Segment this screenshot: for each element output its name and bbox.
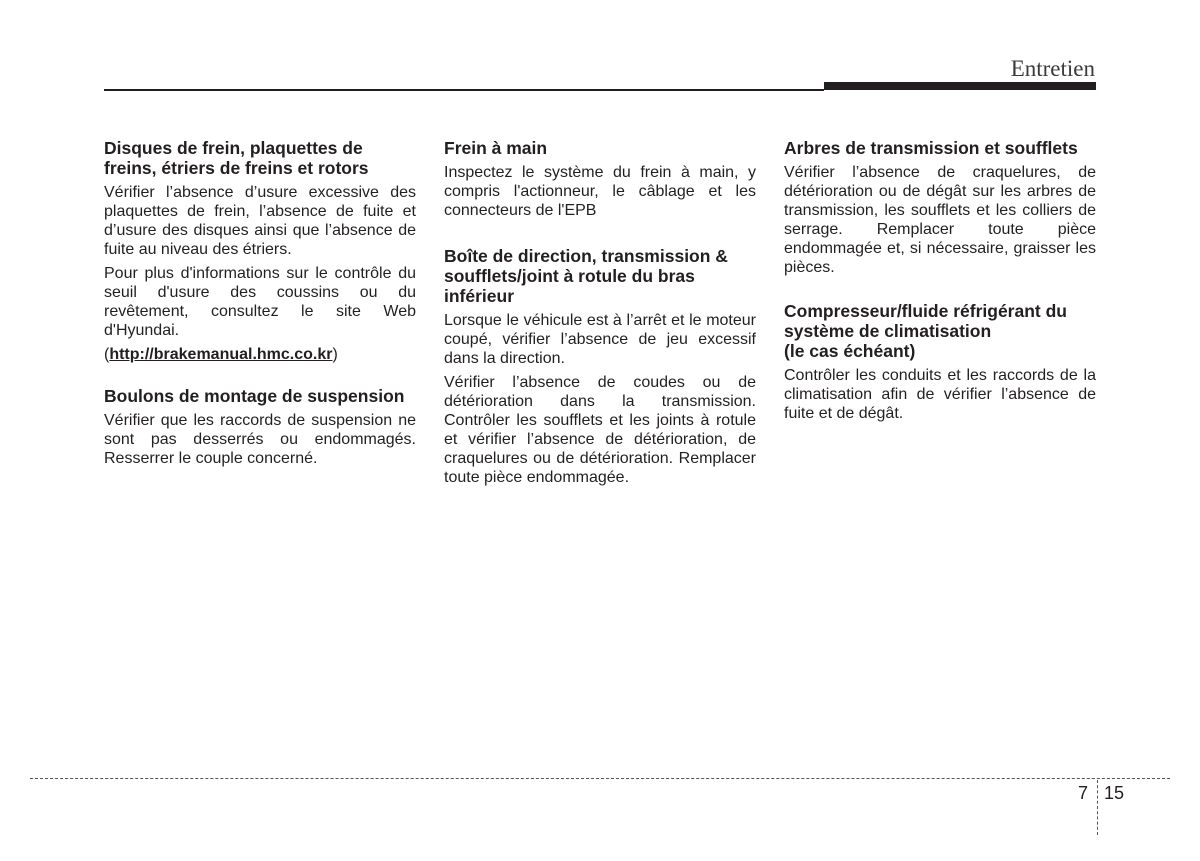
section-paragraph: Vérifier que les raccords de suspension ne sont pas desserrés ou endommagés. Resserrer le couple concerné. <box>104 412 416 467</box>
section-heading: Disques de frein, plaquettes de freins, étriers de freins et rotors <box>104 138 369 178</box>
link-close-paren: ) <box>332 346 338 363</box>
link-paragraph <box>104 345 416 364</box>
footer-chapter-number: 7 <box>1078 783 1089 803</box>
section-drive-shafts <box>784 138 1096 277</box>
section-brakes <box>104 138 416 364</box>
footer-page-number: 15 <box>1104 783 1125 803</box>
footer-dashed-rule <box>30 778 1170 779</box>
footer-vertical-dashed-rule <box>1097 780 1098 835</box>
section-paragraph: Vérifier l’absence de coudes ou de détérioration dans la transmission. Contrôler les soufflets et les joints à rotule et vérifier l’absence de détérioration, de craquelures ou de détérioration. Remplacer toute pièce endommagée. <box>444 374 756 486</box>
section-heading: Boulons de montage de suspension <box>104 386 405 406</box>
section-paragraph: Vérifier l’absence de craquelures, de détérioration ou de dégât sur les arbres de transmission, les soufflets et les colliers de serrage. Remplacer toute pièce endommagée et, si nécessaire, graisser les pièces. <box>784 164 1096 276</box>
section-heading: Compresseur/fluide réfrigérant du système de climatisation <box>784 301 1067 341</box>
link-open-paren: ( <box>104 346 110 363</box>
section-heading: Boîte de direction, transmission & soufflets/joint à rotule du bras inférieur <box>444 246 728 306</box>
column-2 <box>444 138 756 502</box>
section-paragraph: Pour plus d'informations sur le contrôle du seuil d'usure des coussins ou du revêtement, consultez le site Web d'Hyundai. <box>104 265 416 339</box>
section-heading-note: (le cas échéant) <box>784 341 916 361</box>
section-paragraph: Lorsque le véhicule est à l’arrêt et le moteur coupé, vérifier l’absence de jeu excessif dans la direction. <box>444 312 756 367</box>
header-rule-thin <box>104 89 824 91</box>
section-heading: Arbres de transmission et soufflets <box>784 138 1078 158</box>
section-suspension-bolts <box>104 386 416 468</box>
column-1 <box>104 138 416 483</box>
section-paragraph: Inspectez le système du frein à main, y compris l'actionneur, le câblage et les connecteurs de l'EPB <box>444 164 756 219</box>
section-paragraph: Contrôler les conduits et les raccords de la climatisation afin de vérifier l’absence de fuite et de dégât. <box>784 367 1096 422</box>
section-parking-brake <box>444 138 756 220</box>
section-air-conditioning <box>784 301 1096 423</box>
section-heading: Frein à main <box>444 138 548 158</box>
page-header-title: Entretien <box>1010 56 1095 81</box>
column-3 <box>784 138 1096 438</box>
brake-manual-link[interactable]: http://brakemanual.hmc.co.kr <box>109 346 333 363</box>
section-paragraph: Vérifier l’absence d’usure excessive des plaquettes de frein, l’absence de fuite et d’usure des disques ainsi que l’absence de fuite au niveau des étriers. <box>104 184 416 258</box>
header-rule-thick <box>824 82 1096 90</box>
section-steering-box <box>444 246 756 487</box>
